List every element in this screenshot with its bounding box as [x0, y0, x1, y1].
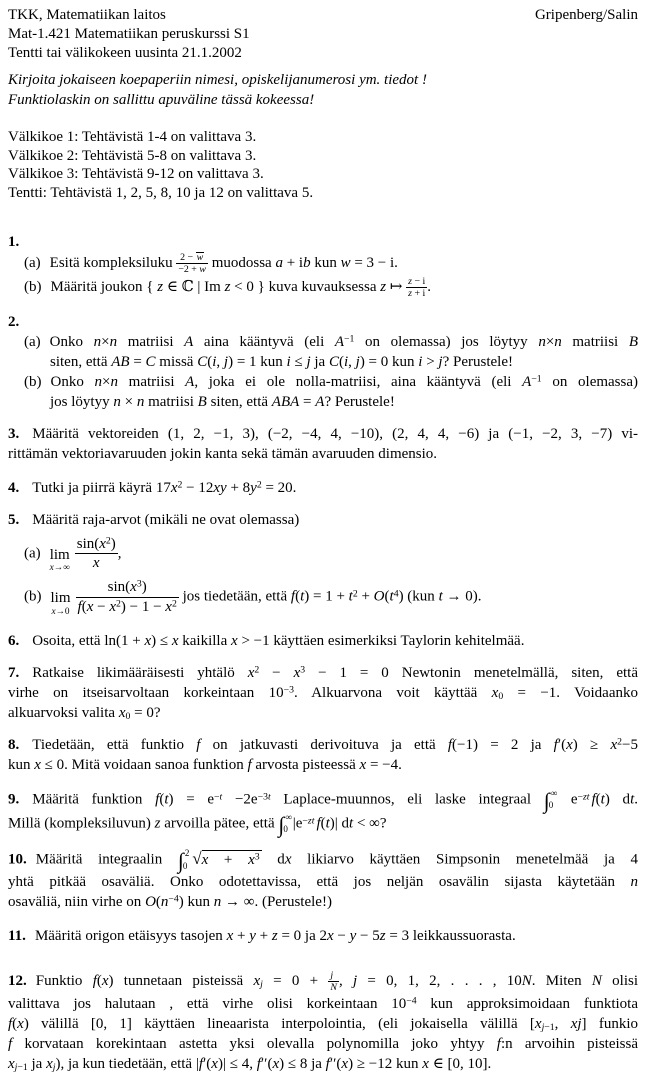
problem-2-number: 2.: [8, 313, 20, 330]
problem-6-line-1: 6. Osoita, että ln(1 + x) ≤ x kaikilla x > −1 käyttäen esimerkiksi Taylorin kehitelmää.: [8, 632, 525, 649]
problem-7-line-2: virhe on itseisarvoltaan korkeintaan $10^{-3}$. Alkuarvona voit käyttää x0 = −1. Voidaanko: [8, 684, 638, 702]
problem-8-line-2: kun x ≤ 0. Mitä voidaan sanoa funktion f arvosta pisteessä x = −4.: [8, 756, 402, 773]
problem-5: [8, 510, 638, 617]
exam-title: Tentti tai välikokeen uusinta 21.1.2002: [8, 45, 242, 61]
problem-5-item-b: (b) lim x→0 $\frac{\sin(x^3)}{f(x - x^2) - 1 - x^2}$ jos tiedetään, että $f(t) = 1 + t^2 + O(t^4)$ (kun t → 0).: [24, 578, 482, 617]
problem-6: [8, 631, 638, 651]
problem-12-line-4: f korvataan korekintaan astetta yksi olevalla polynomilla joko yhtyy f:n arvoihin pisteissä: [8, 1035, 638, 1052]
problem-2: [8, 312, 638, 412]
problem-1-item-a: (a) Esitä kompleksiluku $\frac{2 - w}{-2 + w}$ muodossa a + ib kun w = 3 − i.: [24, 252, 398, 276]
problem-11-line-1: 11. Määritä origon etäisyys tasojen x + y + z = 0 ja 2x − y − 5z = 3 leikkaussuorasta.: [8, 927, 516, 944]
problem-3: [8, 424, 638, 464]
header: [8, 6, 638, 63]
problem-11: [8, 926, 638, 946]
instruction-1: Kirjoita jokaiseen koepaperiin nimesi, opiskelijanumerosi ym. tiedot !: [8, 72, 427, 88]
header-row-1: [8, 6, 638, 25]
instructions: [8, 70, 638, 110]
problem-2-item-a-line-1: (a) Onko n×n matriisi A aina kääntyvä (eli $A^{-1}$ on olemassa) jos löytyy n×n matriisi B: [24, 333, 639, 350]
problem-12-line-2: valittava jos halutaan , että virhe olisi korkeintaan $10^{-4}$ kun approksimoidaan funktiota: [8, 995, 638, 1012]
problem-9: [8, 787, 638, 836]
problem-9-line-2: Millä (kompleksiluvun) z arvoilla pätee, että ∫ ∞ 0 $|e^{-zt}$ f(t)| dt < ∞?: [8, 812, 387, 837]
problem-5-line-1: 5. Määritä raja-arvot (mikäli ne ovat olemassa): [8, 511, 300, 528]
problem-1-item-b: (b) Määritä joukon { z ∈ ℂ | Im z < 0 } kuva kuvauksessa z ↦ $\frac{z - i}{z + i}$ .: [24, 275, 432, 300]
problem-4: [8, 478, 638, 498]
problem-10-line-3: osaväliä, niin virhe on $O(n^{-4})$ kun n → ∞. (Perustele!): [8, 893, 332, 910]
problem-12: [8, 970, 638, 1074]
problem-3-line-1: 3. Määritä vektoreiden (1, 2, −1, 3), (−2, −4, 4, −10), (2, 4, 4, −6) ja (−1, −2, 3, −7) vi-: [8, 425, 638, 442]
problem-4-line-1: 4. Tutki ja piirrä käyrä $17x^2 - 12xy + 8y^2 = 20$.: [8, 479, 297, 496]
instruction-2: Funktiolaskin on sallittu apuväline tässä kokeessa!: [8, 92, 315, 108]
option-valikoe-1: Välkikoe 1: Tehtävistä 1-4 on valittava 3.: [8, 129, 257, 145]
problem-2-item-b-line-1: (b) Onko n×n matriisi A, joka ei ole nolla-matriisi, aina kääntyvä (eli $A^{-1}$ on olemassa): [24, 373, 639, 390]
problem-5-item-a: (a) lim x→∞ $\frac{\sin(x^2)}{x}$ ,: [24, 535, 122, 573]
problem-8: [8, 735, 638, 775]
problem-9-line-1: 9. Määritä funktion $f(t) = e^{-t} -2e^{-3t}$ Laplace-muunnos, eli laske integraal ∫ ∞ 0 $e^{-zt}$ f(t) dt.: [8, 787, 638, 813]
problem-2-item-b-line-2: jos löytyy n × n matriisi B siten, että ABA = A? Perustele!: [50, 393, 395, 410]
examiners: Gripenberg/Salin: [534, 7, 638, 23]
option-tentti: Tentti: Tehtävistä 1, 2, 5, 8, 10 ja 12 on valittava 5.: [8, 184, 314, 201]
option-valikoe-3: Välkikoe 3: Tehtävistä 9-12 on valittava 3.: [8, 166, 264, 182]
problem-2-item-a-line-2: siten, että AB = C missä C(i, j) = 1 kun i ≤ j ja C(i, j) = 0 kun i > j? Perustele!: [50, 353, 513, 370]
problem-8-line-1: 8. Tiedetään, että funktio f on jatkuvasti derivoituva ja että f(−1) = 2 ja $f'(x) \ge x^2-5$: [8, 736, 638, 753]
exam-options: [8, 128, 638, 202]
institution: TKK, Matematiikan laitos: [8, 7, 166, 23]
problem-3-line-2: rittämän vektoriavaruuden jokin kanta sekä tämän avaruuden dimensio.: [8, 445, 438, 462]
problem-7-line-1: 7. Ratkaise likimääräisesti yhtälö $x^2 - x^3 - 1 = 0$ Newtonin menetelmällä, siten, että: [8, 664, 638, 681]
problem-7: [8, 663, 638, 723]
problem-10-line-2: yhtä pitkää osaväliä. Onko odotettavissa, että jos neljän osavälin sijasta käytetään n: [8, 873, 638, 890]
problem-12-line-1: 12. Funktio f(x) tunnetaan pisteissä xj = 0 + $\frac{j}{N}$ , j = 0, 1, 2, . . . , 10N. Miten N olisi: [8, 969, 638, 994]
problem-1-number: 1.: [8, 234, 20, 250]
problem-12-line-3: f(x) välillä [0, 1] käyttäen lineaarista interpolointia, (eli jokaisella välillä [xj−1, xj] funkio: [8, 1015, 638, 1033]
problem-1: [8, 232, 638, 300]
problem-7-line-3: alkuarvoksi valita x0 = 0?: [8, 704, 161, 722]
option-valikoe-2: Välkikoe 2: Tehtävistä 5-8 on valittava 3.: [8, 147, 257, 164]
problem-10: [8, 847, 638, 911]
course-code: Mat-1.421 Matematiikan peruskurssi S1: [8, 26, 250, 42]
problem-12-line-5: xj−1 ja xj), ja kun tiedetään, että |f′(x)| ≤ 4, f′′(x) ≤ 8 ja f′′(x) ≥ −12 kun x ∈ [0, 10].: [8, 1055, 492, 1073]
problem-10-line-1: 10. Määritä integraalin ∫ 2 0 $√x + x^3$ dx likiarvo käyttäen Simpsonin menetelmää ja 4: [8, 848, 638, 873]
